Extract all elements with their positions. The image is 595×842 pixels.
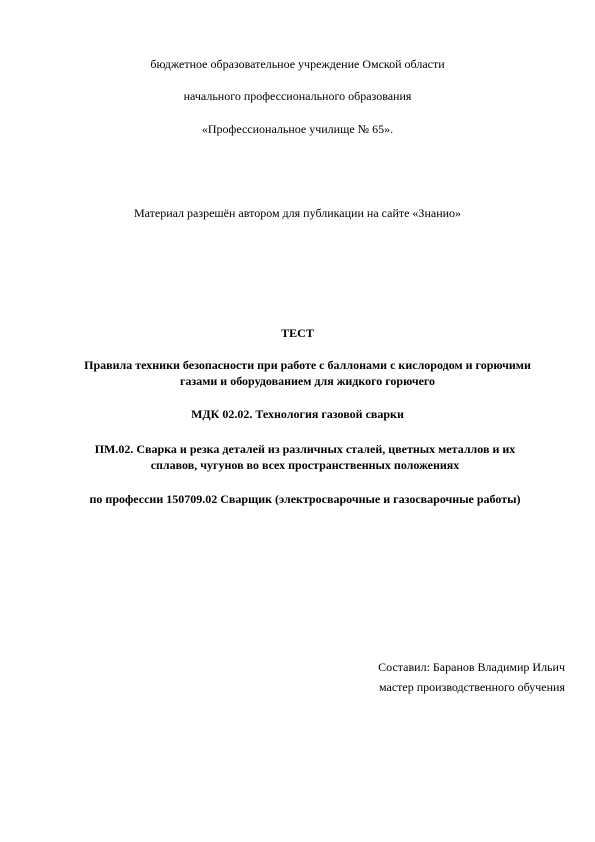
topic-title: Правила техники безопасности при работе с баллонами с кислородом и горючими газами и оборудованием для жидкого горючего (84, 358, 531, 388)
institution-line-1: бюджетное образовательное учреждение Омской области (150, 57, 445, 71)
mdk-title: МДК 02.02. Технология газовой сварки (191, 407, 404, 421)
permission-note: Материал разрешён автором для публикации на сайте «Знанио» (133, 206, 462, 220)
author-role: мастер производственного обучения (379, 680, 565, 694)
pm-title: ПМ.02. Сварка и резка деталей из различных сталей, цветных металлов и их сплавов, чугунов во всех пространственных положениях (94, 442, 516, 472)
profession-title: по профессии 150709.02 Сварщик (электросварочные и газосварочные работы) (89, 492, 521, 506)
institution-line-3: «Профессиональное училище № 65». (201, 122, 394, 136)
institution-line-2: начального профессионального образования (183, 89, 412, 103)
author-name: Составил: Баранов Владимир Ильич (378, 660, 565, 674)
test-title: ТЕСТ (281, 326, 314, 340)
